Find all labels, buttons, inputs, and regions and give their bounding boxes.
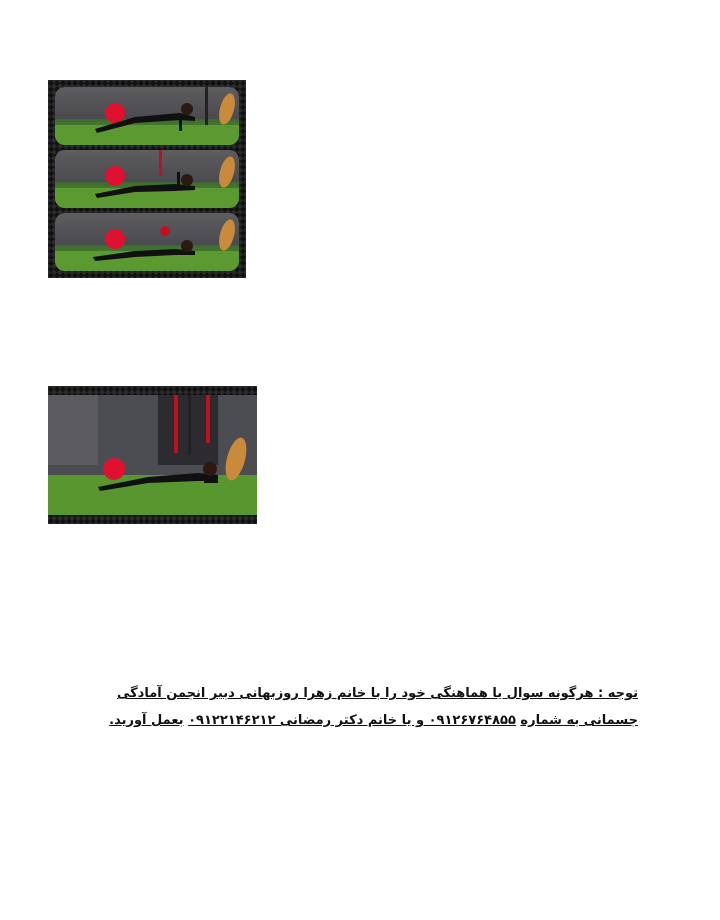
notice-part1: توجه : هرگونه سوال یا هماهنگی خود را با خانم زهرا روزبهانی دبیر انجمن آمادگی جسمانی به شماره <box>116 686 638 728</box>
item5-photo-frame-3 <box>55 213 239 271</box>
item6-photo-strip <box>48 386 257 524</box>
item5-photo-frame-1 <box>55 87 239 145</box>
contact-notice <box>82 680 638 734</box>
item6-photo <box>48 395 257 515</box>
item5-photo-strip <box>48 80 246 278</box>
item5-photo-frame-2 <box>55 150 239 208</box>
notice-part3: بعمل آورید. <box>109 713 184 728</box>
notice-part2: ۰۹۱۲۶۷۶۴۸۵۵ و یا خانم دکتر رمضانی ۰۹۱۲۲۱۴۶۲۱۲ <box>188 713 516 728</box>
